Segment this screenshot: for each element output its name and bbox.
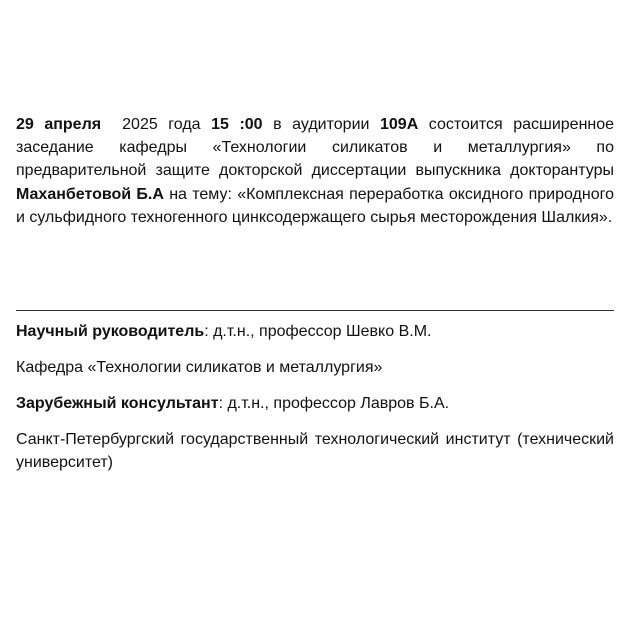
announcement-text-1: состоится расширенное заседание кафедры «Технологии силикатов и металлургия» по предварительной защите докторской диссертации выпускника докторантуры — [16, 116, 615, 180]
department-line — [16, 356, 614, 379]
announcement-time: 15 :00 — [211, 116, 263, 133]
foreign-consultant-label: Зарубежный консультант — [16, 395, 219, 412]
announcement-block — [16, 113, 614, 229]
announcement-paragraph — [16, 113, 614, 229]
announcement-date: 29 апреля — [16, 116, 102, 133]
horizontal-divider — [16, 310, 614, 311]
announcement-text-2: на тему: «Комплексная переработка оксидного природного и сульфидного техногенного цинксодержащего сырья месторождения Шалкия». — [16, 185, 615, 226]
candidate-name: Маханбетовой Б.А — [16, 185, 164, 203]
institute-line — [16, 428, 614, 474]
info-block — [16, 320, 614, 474]
supervisor-value: : д.т.н., профессор Шевко В.М. — [204, 323, 432, 340]
institute-text: Санкт-Петербургский государственный технологический институт (технический университет) — [16, 431, 614, 471]
foreign-consultant-line — [16, 392, 614, 415]
supervisor-line — [16, 320, 614, 343]
announcement-year: 2025 года — [122, 116, 201, 133]
foreign-consultant-value: : д.т.н., профессор Лавров Б.А. — [218, 395, 450, 412]
supervisor-label: Научный руководитель — [16, 323, 205, 340]
department-text: Кафедра «Технологии силикатов и металлургия» — [16, 359, 383, 376]
announcement-room: 109А — [380, 116, 419, 133]
announcement-room-prefix: в аудитории — [273, 116, 370, 133]
